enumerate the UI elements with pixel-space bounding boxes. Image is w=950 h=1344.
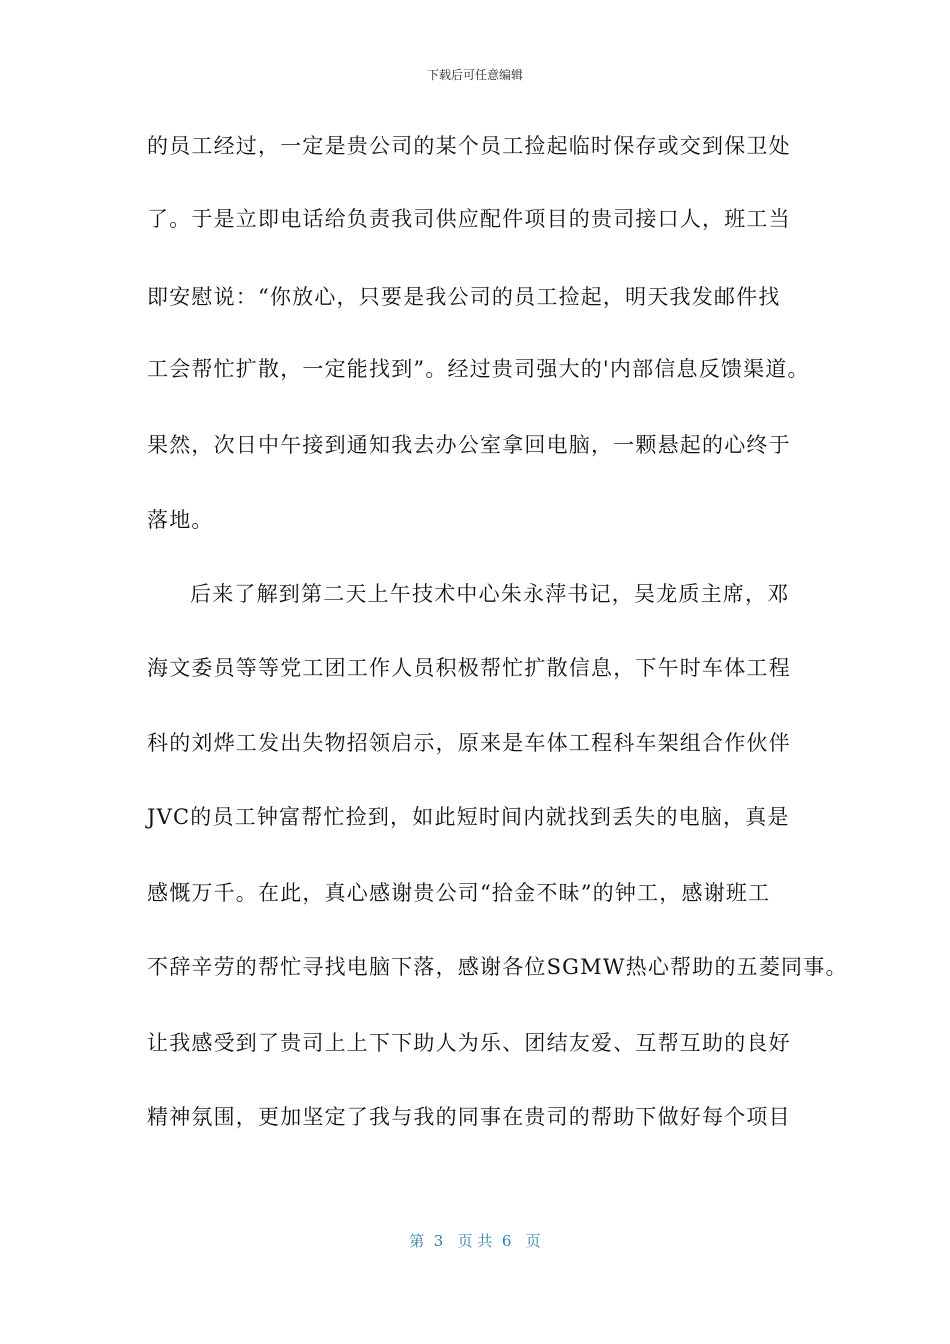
text-line: 即安慰说：“你放心，只要是我公司的员工捡起，明天我发邮件找 — [147, 285, 781, 309]
text-line: 果然，次日中午接到通知我去办公室拿回电脑，一颗悬起的心终于 — [147, 433, 791, 457]
text-line: 的员工经过，一定是贵公司的某个员工捡起临时保存或交到保卫处 — [147, 134, 791, 158]
text-line: 落地。 — [147, 508, 214, 532]
text-line: 感慨万千。在此，真心感谢贵公司“拾金不昧”的钟工，感谢班工 — [147, 881, 771, 905]
text-line: JVC的员工钟富帮忙捡到，如此短时间内就找到丢失的电脑，真是 — [147, 805, 790, 829]
text-line: 让我感受到了贵司上上下下助人为乐、团结友爱、互帮互助的良好 — [147, 1031, 791, 1055]
page-footer: 第 3 页 共 6 页 — [409, 1232, 541, 1250]
text-line: 海文委员等等党工团工作人员积极帮忙扩散信息，下午时车体工程 — [147, 656, 791, 680]
text-line: 科的刘烨工发出失物招领启示，原来是车体工程科车架组合作伙伴 — [147, 731, 791, 755]
text-line: 不辞辛劳的帮忙寻找电脑下落，感谢各位SGMW热心帮助的五菱同事。 — [147, 955, 848, 979]
text-line: 后来了解到第二天上午技术中心朱永萍书记，吴龙质主席，邓 — [190, 582, 790, 606]
text-line: 工会帮忙扩散，一定能找到”。经过贵司强大的'内部信息反馈渠道。 — [147, 357, 810, 381]
text-line: 精神氛围，更加坚定了我与我的同事在贵司的帮助下做好每个项目 — [147, 1105, 791, 1129]
text-line: 了。于是立即电话给负责我司供应配件项目的贵司接口人，班工当 — [147, 207, 791, 231]
page-header: 下载后可任意编辑 — [426, 68, 523, 82]
